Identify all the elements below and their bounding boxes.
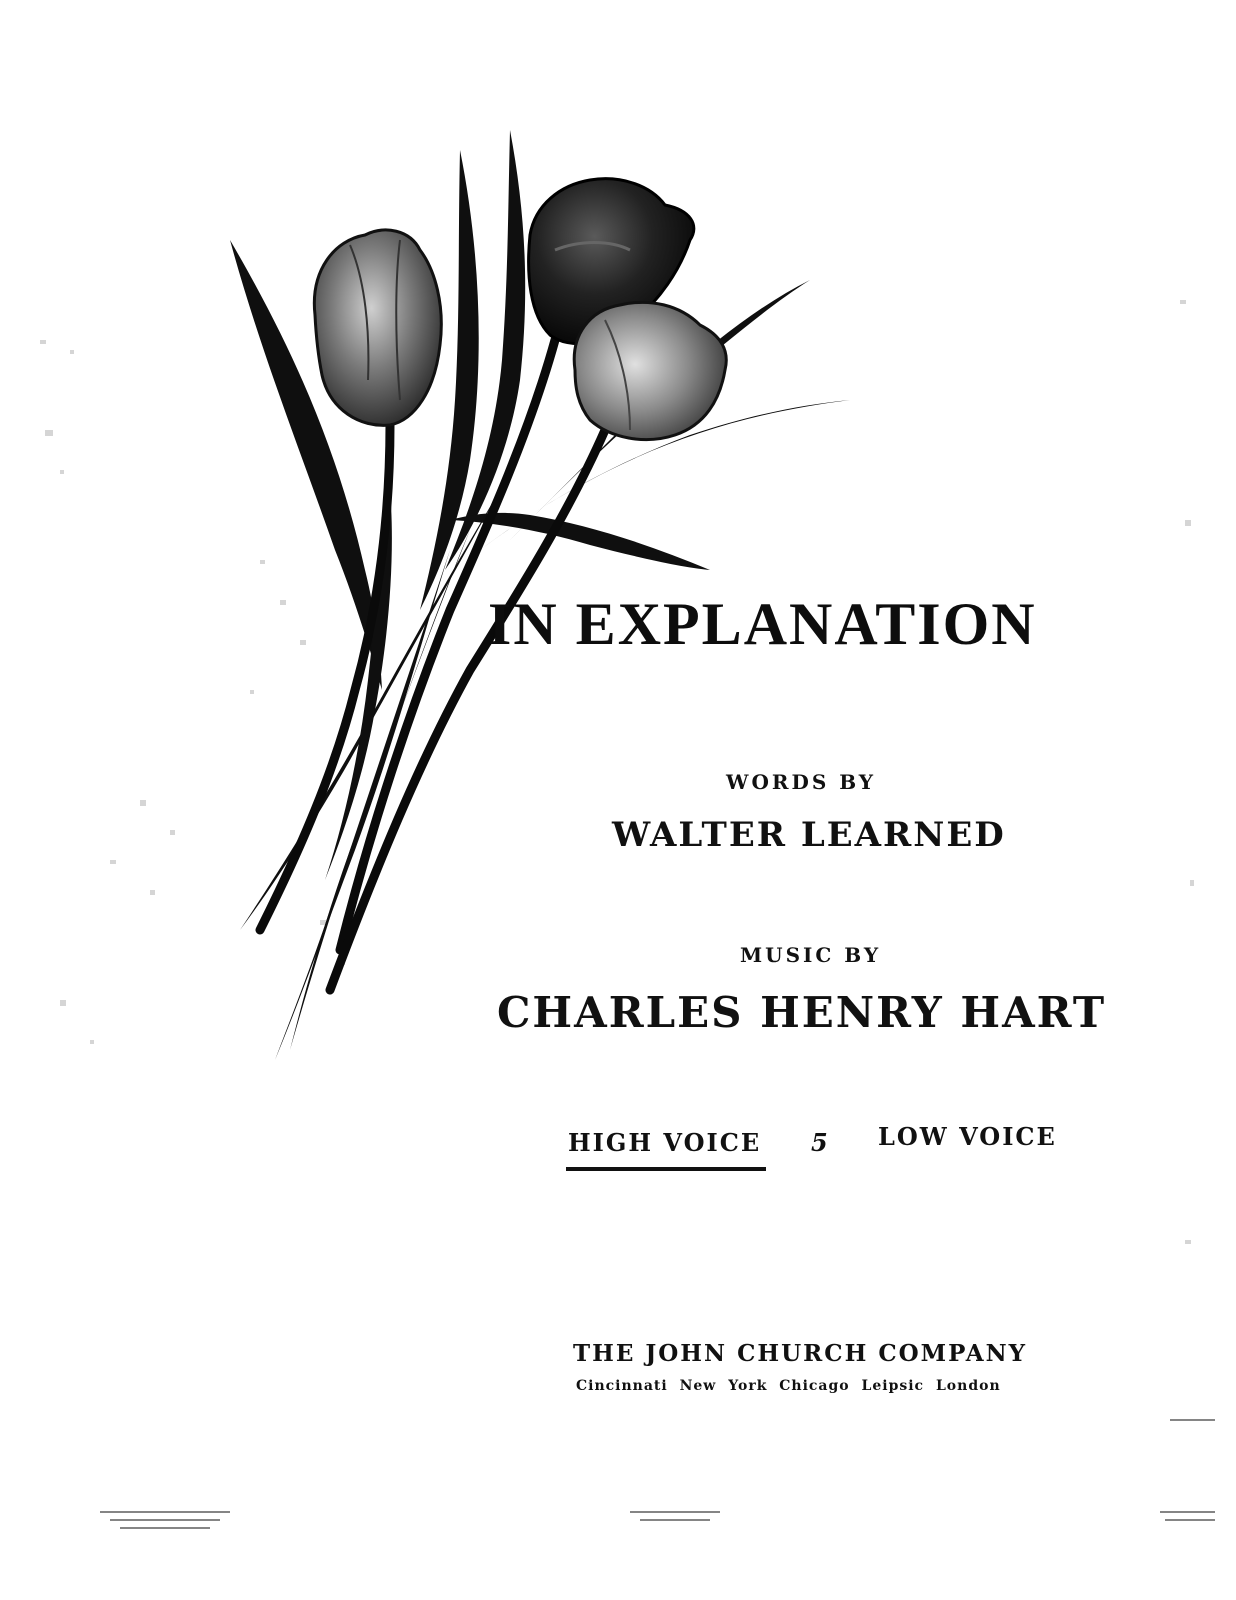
composer-name: CHARLES HENRY HART [497, 988, 1107, 1037]
high-voice-underline [566, 1167, 766, 1171]
words-by-label: WORDS BY [726, 770, 877, 794]
tulip-left [314, 230, 441, 425]
high-voice-label: HIGH VOICE [568, 1128, 762, 1157]
publisher-cities: Cincinnati New York Chicago Leipsic London [576, 1378, 1001, 1394]
music-by-label: MUSIC BY [740, 943, 882, 967]
song-title: IN EXPLANATION [488, 591, 1037, 657]
voice-options [566, 1122, 1086, 1182]
tulip-right [574, 302, 726, 439]
publisher-name: THE JOHN CHURCH COMPANY [573, 1340, 1028, 1367]
voice-number: 5 [811, 1128, 830, 1157]
lyricist-name: WALTER LEARNED [612, 815, 1006, 855]
low-voice-label: LOW VOICE [878, 1122, 1057, 1151]
